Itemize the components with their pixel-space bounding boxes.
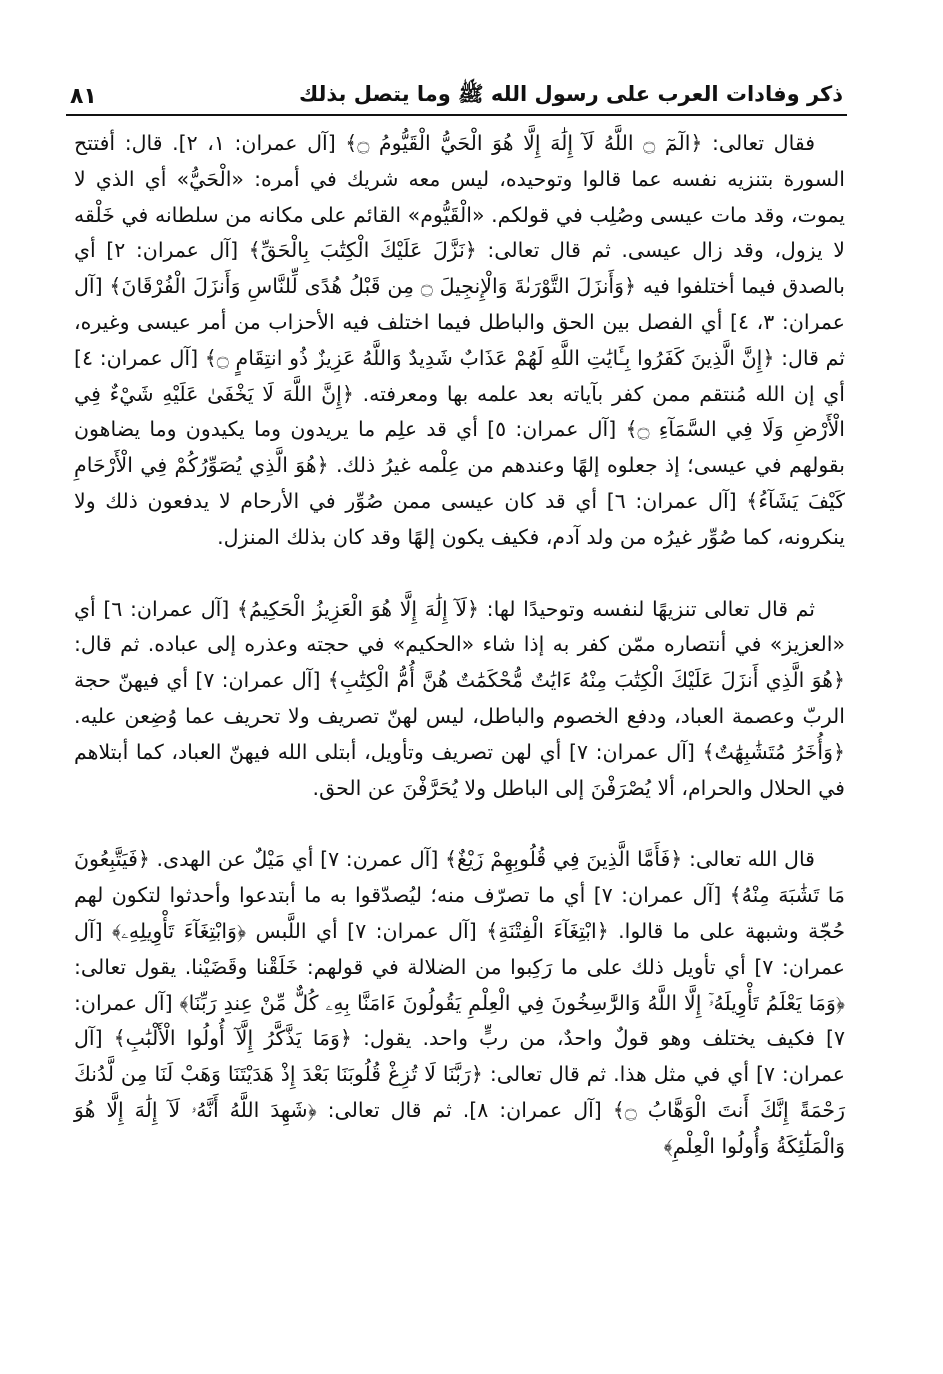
paragraph-gap: [74, 556, 845, 592]
paragraph-2: ثم قال تعالى تنزيهًا لنفسه وتوحيدًا لها: ﴿لَآ إِلَٰهَ إِلَّا هُوَ الْعَزِيزُ الْحَكِيمُ﴾ [آل عمران: ٦] أي «العزيز» في أنتصاره ممّن كفر به إذا شاء «الحكيم» في حجته وعذره إلى عباده. ثم قال: ﴿هُوَ الَّذِي أَنزَلَ عَلَيْكَ الْكِتَٰبَ مِنْهُ ءَايَٰتٌ مُّحْكَمَٰتٌ هُنَّ أُمُّ الْكِتَٰبِ﴾ [آل عمران: ٧] أي فيهنّ حجة الربّ وعصمة العباد، ودفع الخصوم والباطل، ليس لهنّ تصريف ولا تحريف عما وُضِعن عليه. ﴿وَأُخَرُ مُتَشَٰبِهَٰتٌ﴾ [آل عمران: ٧] أي لهن تصريف وتأويل، أبتلى الله فيهنّ العباد، كما أبتلاهم في الحلال والحرام، ألا يُصْرَفْنَ إلى الباطل ولا يُحَرَّفْنَ عن الحق.: [74, 596, 845, 800]
paragraph-3: قال الله تعالى: ﴿فَأَمَّا الَّذِينَ فِي قُلُوبِهِمْ زَيْغٌ﴾ [آل عمرن: ٧] أي مَيْلٌ عن الهدى. ﴿فَيَتَّبِعُونَ مَا تَشَٰبَهَ مِنْهُ﴾ [آل عمران: ٧] أي ما تصرّف منه؛ ليُصدّقوا به ما أبتدعوا وأحدثوا لتكون لهم حُجّة وشبهة على ما قالوا. ﴿ابْتِغَآءَ الْفِتْنَةِ﴾ [آل عمران: ٧] أي اللَّبس ﴿وَابْتِغَآءَ تَأْوِيلِهِۦ﴾ [آل عمران: ٧] أي تأويل ذلك على ما رَكِبوا من الضلالة في قولهم: خَلَقْنا وقَضَيْنا. يقول تعالى: ﴿وَمَا يَعْلَمُ تَأْوِيلَهُۥٓ إِلَّا اللَّهُ وَالرَّٰسِخُونَ فِي الْعِلْمِ يَقُولُونَ ءَامَنَّا بِهِۦ كُلٌّ مِّنْ عِندِ رَبِّنَا﴾ [آل عمران: ٧] فكيف يختلف وهو قولٌ واحدٌ، من ربٍّ واحد. يقول: ﴿وَمَا يَذَّكَّرُ إِلَّآ أُولُوا الْأَلْبَٰبِ﴾ [آل عمران: ٧] أي في مثل هذا. ثم قال تعالى: ﴿رَبَّنَا لَا تُزِغْ قُلُوبَنَا بَعْدَ إِذْ هَدَيْتَنَا وَهَبْ لَنَا مِن لَّدُنكَ رَحْمَةً إِنَّكَ أَنتَ الْوَهَّابُ ۝﴾ [آل عمران: ٨]. ثم قال تعالى: ﴿شَهِدَ اللَّهُ أَنَّهُۥ لَآ إِلَٰهَ إِلَّا هُوَ وَالْمَلَٰٓئِكَةُ وَأُولُوا الْعِلْمِ﴾: [74, 847, 846, 1158]
page-header: [70, 78, 843, 114]
page-body: [74, 126, 845, 1165]
running-title: ذكر وفادات العرب على رسول الله ﷺ وما يتصل بذلك: [298, 81, 843, 106]
paragraph-gap: [74, 806, 845, 842]
page-number: ٨١: [70, 83, 97, 109]
header-rule: [66, 114, 847, 116]
paragraph-1: فقال تعالى: ﴿الٓمٓ ۝ اللَّهُ لَآ إِلَٰهَ إِلَّا هُوَ الْحَيُّ الْقَيُّومُ ۝﴾ [آل عمران: ١، ٢]. قال: أفتتح السورة بتنزيه نفسه عما قالوا وتوحيده، ليس معه شريك في أمره: «الْحَيُّ» أي الذي لا يموت، وقد مات عيسى وصُلِب في قولكم. «الْقَيُّوم» القائم على مكانه من سلطانه في خَلْقه لا يزول، وقد زال عيسى. ثم قال تعالى: ﴿نَزَّلَ عَلَيْكَ الْكِتَٰبَ بِالْحَقِّ﴾ [آل عمران: ٢] أي بالصدق فيما أختلفوا فيه ﴿وَأَنزَلَ التَّوْرَىٰةَ وَالْإِنجِيلَ ۝ مِن قَبْلُ هُدًى لِّلنَّاسِ وَأَنزَلَ الْفُرْقَانَ﴾ [آل عمران: ٣، ٤] أي الفصل بين الحق والباطل فيما اختلف فيه الأحزاب من أمر عيسى وغيره، ثم قال: ﴿إِنَّ الَّذِينَ كَفَرُوا بِـَٔايَٰتِ اللَّهِ لَهُمْ عَذَابٌ شَدِيدٌ وَاللَّهُ عَزِيزٌ ذُو انتِقَامٍ ۝﴾ [آل عمران: ٤] أي إن الله مُنتقم ممن كفر بآياته بعد علمه بها ومعرفته. ﴿إِنَّ اللَّهَ لَا يَخْفَىٰ عَلَيْهِ شَيْءٌ فِي الْأَرْضِ وَلَا فِي السَّمَآءِ ۝﴾ [آل عمران: ٥] أي قد علِم ما يريدون وما يكيدون وما يضاهون بقولهم في عيسى؛ إذ جعلوه إلهًا وعندهم من عِلْمه غيرُ ذلك. ﴿هُوَ الَّذِي يُصَوِّرُكُمْ فِي الْأَرْحَامِ كَيْفَ يَشَآءُ﴾ [آل عمران: ٦] أي قد كان عيسى ممن صُوِّر في الأرحام لا يدفعون ذلك ولا ينكرونه، كما صُوِّر غيرُه من ولد آدم، فكيف يكون إلهًا وقد كان بذلك المنزل.: [74, 131, 845, 549]
